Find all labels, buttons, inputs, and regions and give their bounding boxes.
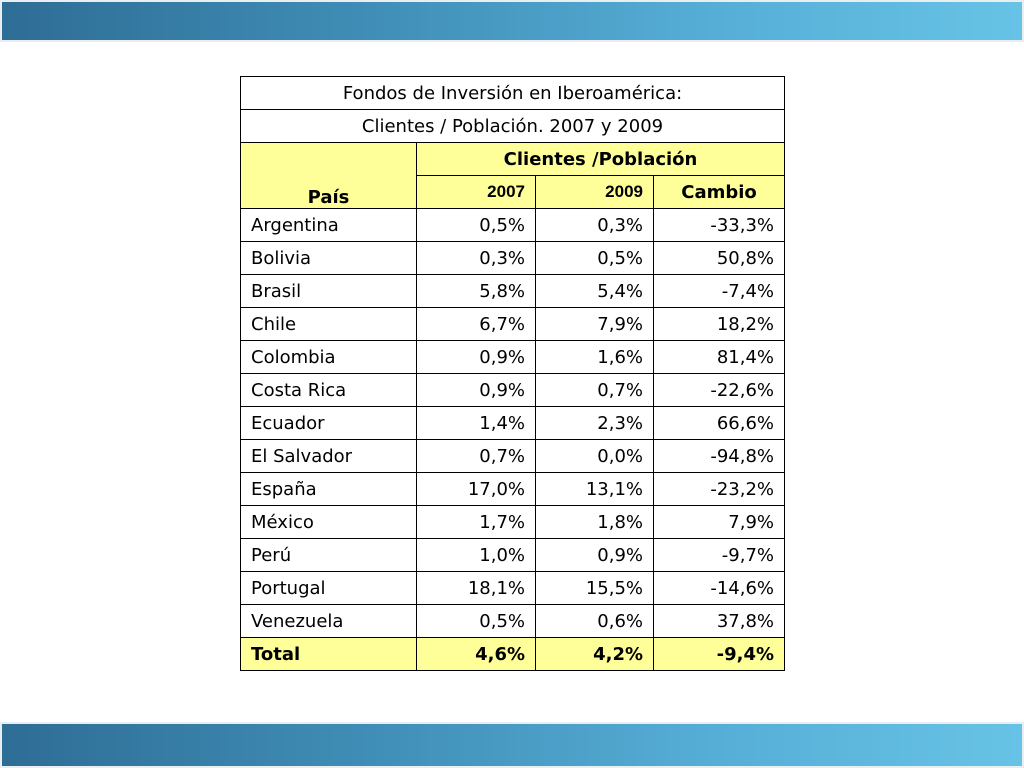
cambio-cell: 37,8% bbox=[654, 605, 785, 638]
total-cambio-cell: -9,4% bbox=[654, 638, 785, 671]
country-name-cell: Colombia bbox=[241, 341, 417, 374]
table-row bbox=[241, 374, 785, 407]
country-name-cell: España bbox=[241, 473, 417, 506]
value-2007-cell: 0,9% bbox=[417, 341, 536, 374]
table-row bbox=[241, 506, 785, 539]
bottom-decorative-band bbox=[0, 722, 1024, 768]
table-row bbox=[241, 572, 785, 605]
cambio-cell: 81,4% bbox=[654, 341, 785, 374]
country-name-cell: México bbox=[241, 506, 417, 539]
cambio-cell: -9,7% bbox=[654, 539, 785, 572]
table-row bbox=[241, 341, 785, 374]
value-2009-cell: 0,3% bbox=[536, 209, 654, 242]
column-header-cambio: Cambio bbox=[654, 176, 785, 209]
cambio-cell: -94,8% bbox=[654, 440, 785, 473]
table-title-line-1: Fondos de Inversión en Iberoamérica: bbox=[241, 77, 785, 110]
column-header-2007: 2007 bbox=[417, 176, 536, 209]
table-row bbox=[241, 440, 785, 473]
value-2009-cell: 1,6% bbox=[536, 341, 654, 374]
value-2009-cell: 0,7% bbox=[536, 374, 654, 407]
value-2007-cell: 0,5% bbox=[417, 209, 536, 242]
cambio-cell: -22,6% bbox=[654, 374, 785, 407]
value-2007-cell: 0,9% bbox=[417, 374, 536, 407]
cambio-cell: -23,2% bbox=[654, 473, 785, 506]
column-header-2009: 2009 bbox=[536, 176, 654, 209]
total-label-cell: Total bbox=[241, 638, 417, 671]
cambio-cell: 50,8% bbox=[654, 242, 785, 275]
value-2009-cell: 0,9% bbox=[536, 539, 654, 572]
table-row bbox=[241, 242, 785, 275]
table-row bbox=[241, 473, 785, 506]
value-2009-cell: 1,8% bbox=[536, 506, 654, 539]
total-2009-cell: 4,2% bbox=[536, 638, 654, 671]
value-2007-cell: 18,1% bbox=[417, 572, 536, 605]
country-name-cell: Bolivia bbox=[241, 242, 417, 275]
table-title-line-2: Clientes / Población. 2007 y 2009 bbox=[241, 110, 785, 143]
table-row bbox=[241, 539, 785, 572]
header-row-group bbox=[241, 143, 785, 176]
cambio-cell: -33,3% bbox=[654, 209, 785, 242]
value-2009-cell: 5,4% bbox=[536, 275, 654, 308]
country-name-cell: Perú bbox=[241, 539, 417, 572]
value-2007-cell: 0,3% bbox=[417, 242, 536, 275]
value-2009-cell: 0,6% bbox=[536, 605, 654, 638]
table-row bbox=[241, 407, 785, 440]
value-2009-cell: 2,3% bbox=[536, 407, 654, 440]
value-2007-cell: 17,0% bbox=[417, 473, 536, 506]
table-row bbox=[241, 605, 785, 638]
value-2007-cell: 0,7% bbox=[417, 440, 536, 473]
value-2007-cell: 1,4% bbox=[417, 407, 536, 440]
investment-funds-table bbox=[240, 76, 785, 671]
value-2009-cell: 0,5% bbox=[536, 242, 654, 275]
value-2009-cell: 0,0% bbox=[536, 440, 654, 473]
country-name-cell: Costa Rica bbox=[241, 374, 417, 407]
top-decorative-band bbox=[0, 0, 1024, 42]
value-2007-cell: 1,0% bbox=[417, 539, 536, 572]
column-header-pais: País bbox=[241, 143, 417, 209]
table-row bbox=[241, 275, 785, 308]
value-2009-cell: 15,5% bbox=[536, 572, 654, 605]
cambio-cell: 66,6% bbox=[654, 407, 785, 440]
value-2007-cell: 0,5% bbox=[417, 605, 536, 638]
value-2007-cell: 1,7% bbox=[417, 506, 536, 539]
country-name-cell: El Salvador bbox=[241, 440, 417, 473]
table-title-row bbox=[241, 77, 785, 110]
country-name-cell: Argentina bbox=[241, 209, 417, 242]
cambio-cell: -7,4% bbox=[654, 275, 785, 308]
value-2007-cell: 6,7% bbox=[417, 308, 536, 341]
country-name-cell: Ecuador bbox=[241, 407, 417, 440]
country-name-cell: Portugal bbox=[241, 572, 417, 605]
value-2009-cell: 7,9% bbox=[536, 308, 654, 341]
country-name-cell: Brasil bbox=[241, 275, 417, 308]
value-2009-cell: 13,1% bbox=[536, 473, 654, 506]
cambio-cell: 18,2% bbox=[654, 308, 785, 341]
total-row bbox=[241, 638, 785, 671]
total-2007-cell: 4,6% bbox=[417, 638, 536, 671]
value-2007-cell: 5,8% bbox=[417, 275, 536, 308]
column-group-header-clientes-poblacion: Clientes /Población bbox=[417, 143, 785, 176]
table-row bbox=[241, 209, 785, 242]
table-title-row bbox=[241, 110, 785, 143]
table-row bbox=[241, 308, 785, 341]
cambio-cell: -14,6% bbox=[654, 572, 785, 605]
country-name-cell: Venezuela bbox=[241, 605, 417, 638]
cambio-cell: 7,9% bbox=[654, 506, 785, 539]
country-name-cell: Chile bbox=[241, 308, 417, 341]
